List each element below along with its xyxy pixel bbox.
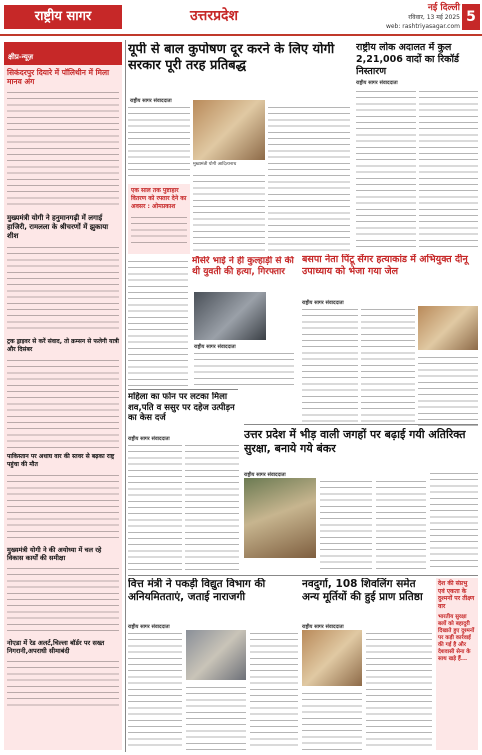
women-body-2 — [185, 442, 239, 572]
left-tag-bar — [4, 42, 122, 65]
finance-story — [128, 578, 298, 618]
lead-headline: यूपी से बाल कुपोषण दूर करने के लिए योगी सरकार पूरी तरह प्रतिबद्ध — [128, 42, 335, 73]
masthead — [0, 0, 482, 36]
lead-byline: राष्ट्रीय सागर संवाददाता — [130, 98, 172, 104]
lead-body-3 — [193, 172, 265, 252]
bsp-body-1 — [302, 306, 358, 426]
rule-h-1 — [128, 389, 238, 390]
finance-headline: वित्त मंत्री ने पकड़ी विद्युत विभाग की अनियमितताएं, जताई नाराजगी — [128, 578, 266, 603]
left-tag: क्षीप्र-न्यूज़ — [8, 53, 34, 61]
story6-body — [7, 565, 119, 635]
right-top-story — [356, 42, 478, 254]
mid-headline: मौसेरे भाई ने ही कुल्हाड़ी से की थी युवती की हत्या, गिरफ्तार — [192, 256, 294, 277]
rule-h-3 — [244, 424, 478, 425]
story8-body — [7, 472, 119, 542]
right-top-headline: राष्ट्रीय लोक अदालत में कुल 2,21,006 वादों का रिकॉर्ड निस्तारण — [356, 42, 459, 77]
bsp-story — [302, 254, 478, 300]
bsp-byline: राष्ट्रीय सागर संवाददाता — [302, 300, 344, 306]
mid-photo — [194, 292, 266, 340]
lead-body-4 — [128, 258, 188, 388]
bsp-photo — [418, 306, 478, 350]
story2-headline: मुख्यमंत्री योगी ने हनुमानगढ़ी में लगाई हाजिरी, रामलला के श्रीचरणों में झुकाया शीश — [7, 214, 109, 240]
story4-headline: ट्रक ड्राइवर से करें संवाद, तो क्रम्सन से फलेगी यात्री और दिसंबर — [7, 338, 119, 353]
rule-v-1 — [125, 40, 126, 752]
mid-body — [194, 350, 294, 390]
bsp-body-2 — [361, 306, 415, 426]
story6-headline: मुख्यमंत्री योगी ने की अयोध्या में चल रहे विकास कार्यों की समीक्षा — [7, 546, 102, 562]
lead-side-headline: एक साल तक पुष्टाहार वितरण को रफ्तार देने का अवसर : ओमप्रकाश — [131, 187, 187, 210]
crowd-body-3 — [430, 470, 478, 570]
lead-photo — [193, 100, 265, 160]
crowd-story — [244, 428, 478, 466]
idol-byline: राष्ट्रीय सागर संवाददाता — [302, 624, 344, 630]
lead-body-2 — [268, 104, 350, 254]
women-headline: महिला का फोन पर लटका मिला शव,पति व ससुर पर दहेज उत्पीड़न का केस दर्ज — [128, 392, 235, 423]
lead-photo-caption: मुख्यमंत्री योगी आदित्यनाथ — [193, 162, 237, 167]
crowd-byline: राष्ट्रीय सागर संवाददाता — [244, 472, 286, 478]
right-top-body-2 — [419, 88, 479, 248]
crowd-body-2 — [376, 478, 426, 572]
section-title: उत्तरप्रदेश — [190, 8, 238, 24]
right-box-headline: देश की संप्रभु एवं एकता के दुश्मनों पर तीक्ष्ण वार — [438, 580, 475, 610]
finance-body-1 — [128, 630, 182, 750]
idol-story — [302, 578, 432, 618]
page-number: 5 — [462, 4, 480, 30]
bsp-headline: बसपा नेता पिंटू सेंगर हत्याकांड में अभियुक्त दीनू उपाध्याय को भेजा गया जेल — [302, 254, 468, 277]
idol-photo — [302, 630, 362, 686]
lead-side-box — [128, 184, 190, 254]
women-story — [128, 392, 238, 432]
idol-headline: नवदुर्गा, 108 शिवलिंग समेत अन्य मूर्तियों की हुई प्राण प्रतिष्ठा — [302, 578, 423, 603]
mid-byline: राष्ट्रीय सागर संवाददाता — [194, 344, 236, 350]
lead-body-1 — [128, 104, 190, 180]
right-box — [436, 578, 478, 750]
right-box-body: भारतीय सुरक्षा बलों को बहादुरी दिखाते हुए दुश्मनों पर कड़ी कार्रवाई की गई है और देशवासी सेना के साथ खड़े हैं... — [438, 614, 475, 662]
finance-body-2 — [186, 684, 246, 750]
website: web: rashtriyasagar.com — [385, 23, 460, 30]
left-column — [4, 42, 122, 750]
story7-body — [7, 658, 119, 708]
story4-body — [7, 357, 119, 449]
right-top-body-1 — [356, 88, 416, 248]
finance-photo — [186, 630, 246, 680]
edition-date: रविवार, 13 मई 2025 — [408, 14, 460, 21]
finance-byline: राष्ट्रीय सागर संवाददाता — [128, 624, 170, 630]
story1-headline: सिकंदरपुर दियारे में पॉलिथीन में मिला मानव अंग — [7, 68, 110, 86]
edition-city: नई दिल्ली — [427, 3, 460, 13]
finance-body-3 — [250, 630, 298, 750]
lead-story — [128, 42, 350, 92]
story1-body — [7, 89, 119, 209]
crowd-headline: उत्तर प्रदेश में भीड़ वाली जगहों पर बढ़ाई गयी अतिरिक्त सुरक्षा, बनाये गये बंकर — [244, 428, 466, 455]
lead-side-body — [131, 214, 187, 244]
masthead-meta — [386, 4, 460, 31]
crowd-photo — [244, 478, 316, 558]
women-body-1 — [128, 442, 182, 572]
rule-h-2 — [128, 575, 478, 576]
women-byline: राष्ट्रीय सागर संवाददाता — [128, 436, 170, 442]
crowd-body-1 — [320, 478, 372, 572]
story2-body — [7, 244, 119, 334]
story8-headline: पाकिस्तान पर अधाघ वार की स्तवर से बढ़का राष्ट्र पहुंचा की मौत — [7, 453, 115, 468]
story7-headline: नोएडा में रेड अलर्ट,चिल्ला बॉर्डर पर सख्त निगरानी,अपराधी सीमाबंदी — [7, 639, 105, 655]
bsp-body-3 — [418, 354, 478, 426]
idol-body-2 — [366, 630, 432, 750]
right-top-byline: राष्ट्रीय सागर संवाददाता — [356, 80, 398, 86]
idol-body-1 — [302, 690, 362, 750]
brand-logo: राष्ट्रीय सागर — [4, 5, 122, 29]
